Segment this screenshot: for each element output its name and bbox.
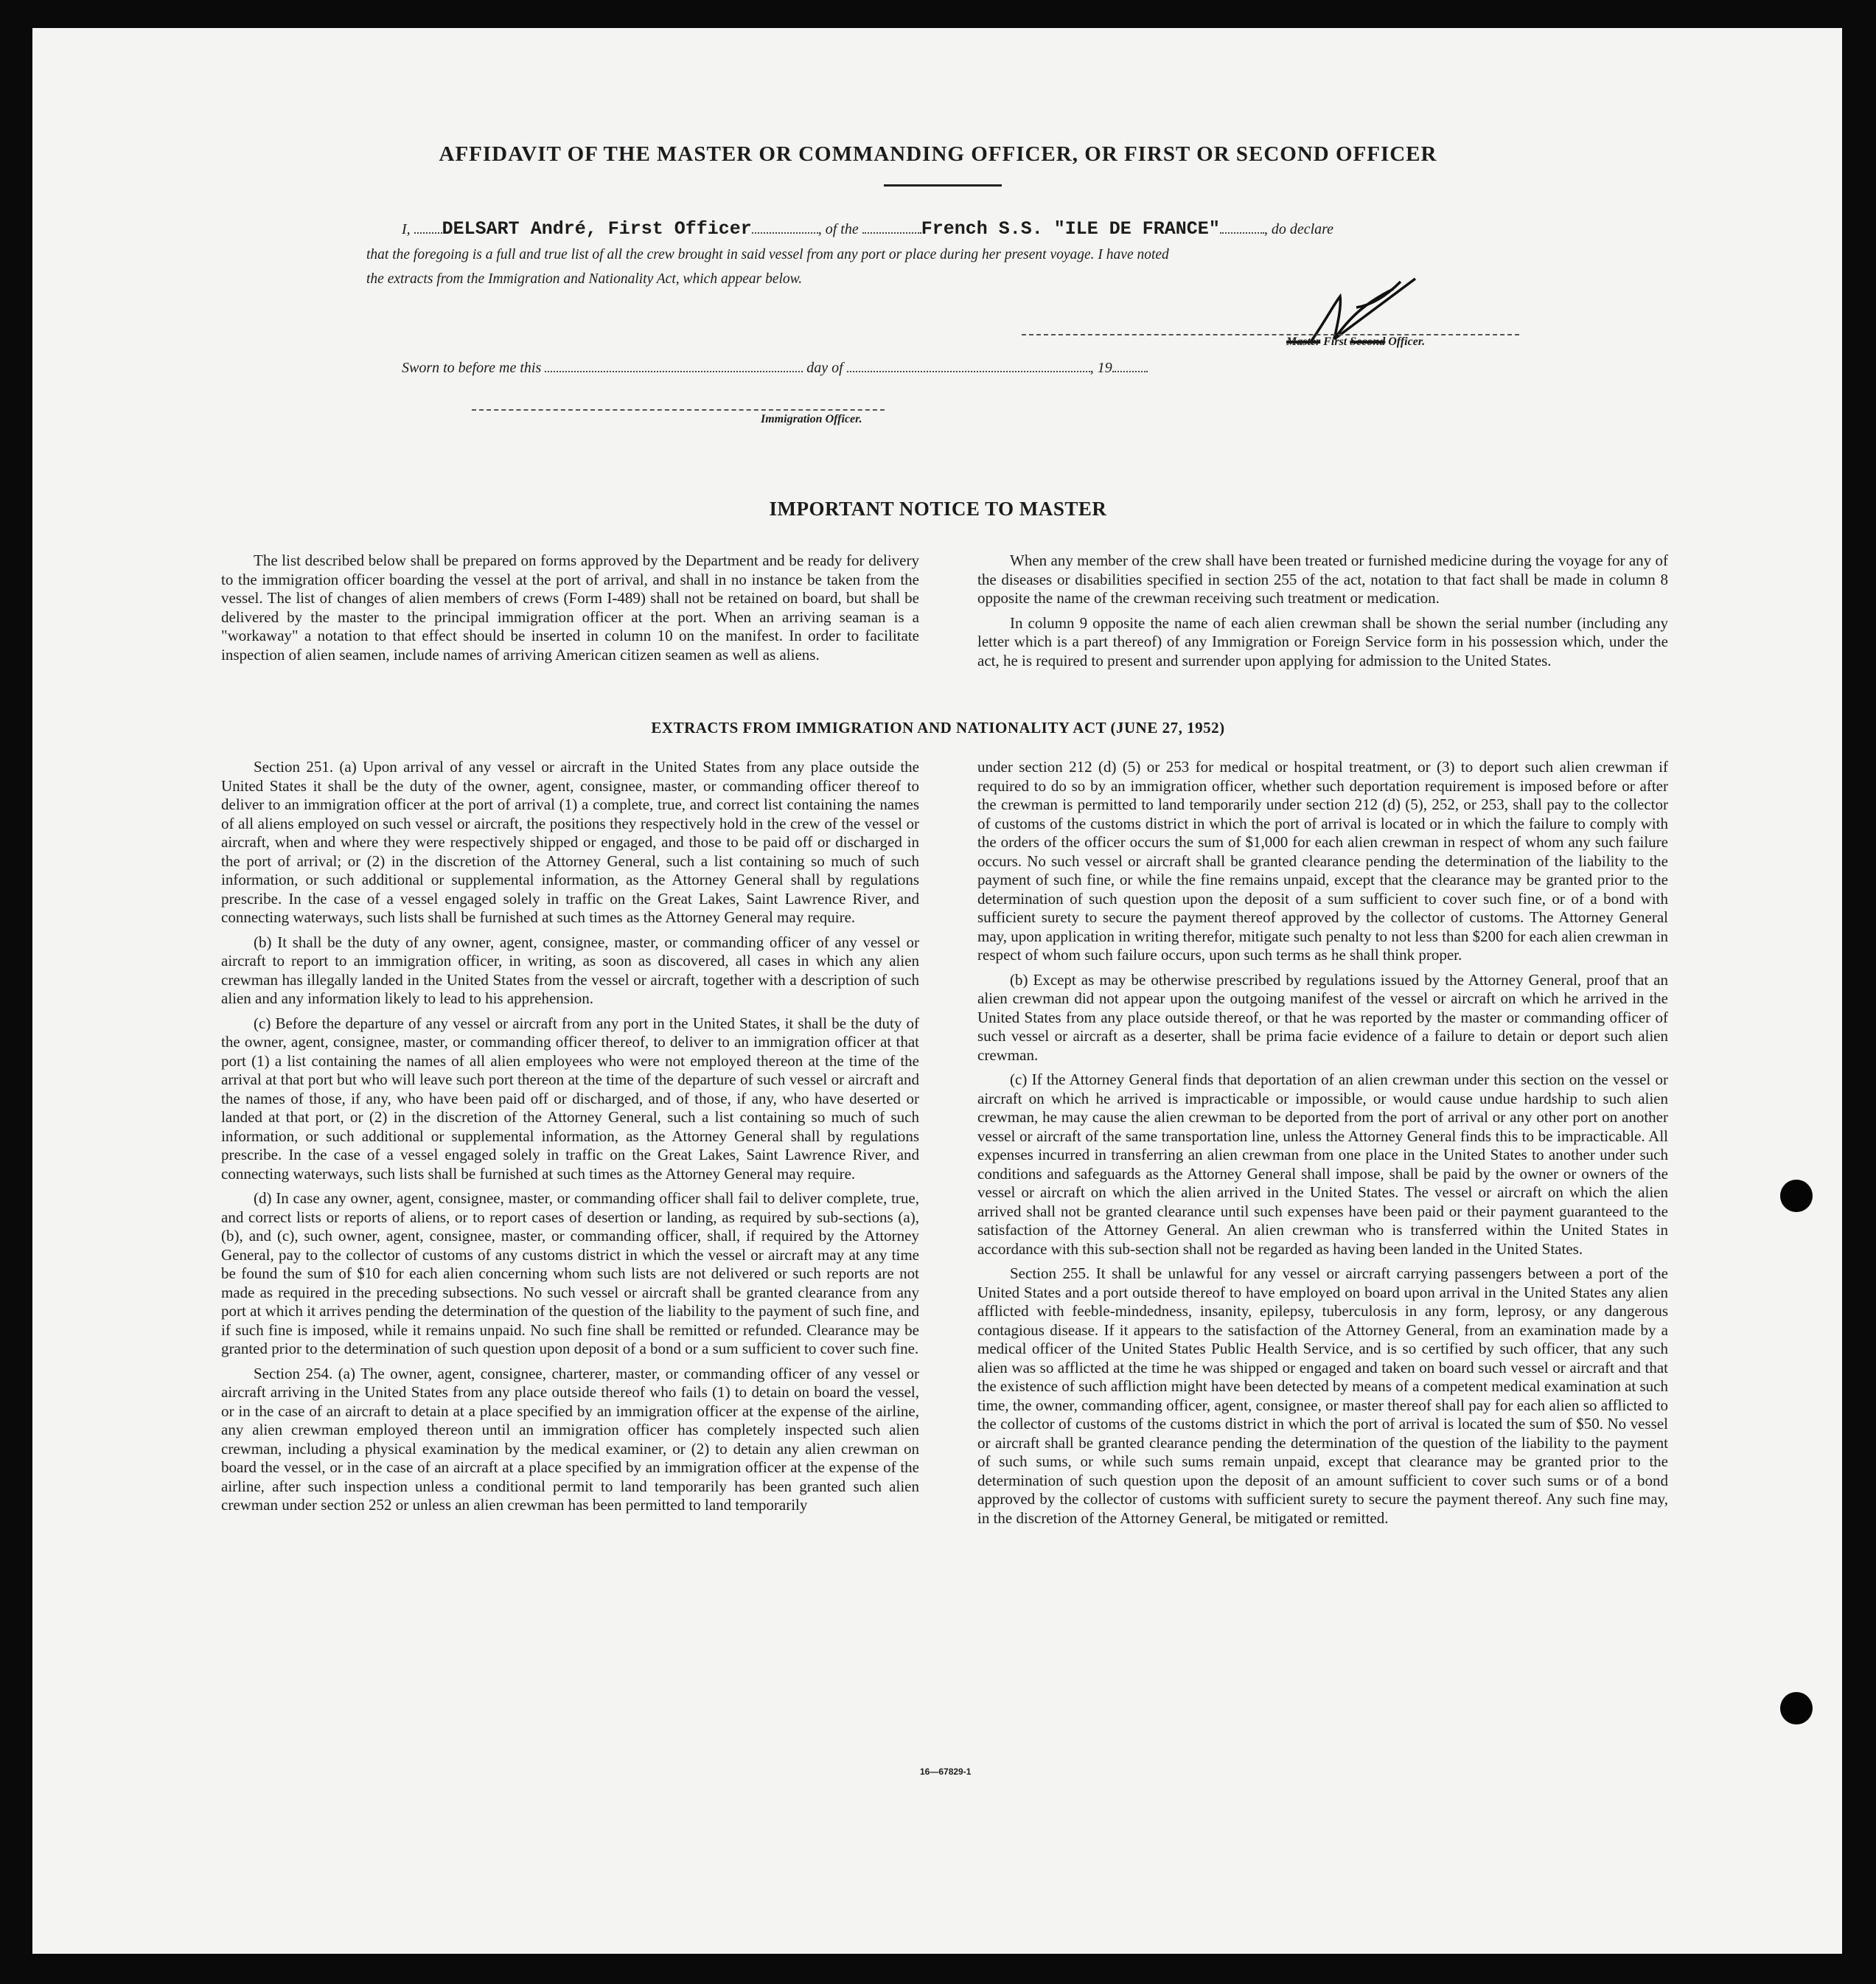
- sworn-month-blank: [847, 371, 1090, 372]
- struck-second: Second: [1350, 335, 1386, 348]
- punch-hole: [1780, 1180, 1813, 1212]
- blank-dots: [862, 232, 921, 234]
- vessel-name-field: French S.S. "ILE DE FRANCE": [921, 218, 1220, 240]
- affidavit-title: AFFIDAVIT OF THE MASTER OR COMMANDING OFFICER, OR FIRST OR SECOND OFFICER: [439, 142, 1437, 166]
- sworn-year-blank: [1112, 371, 1148, 372]
- blank-dots: [414, 232, 442, 234]
- notice-paragraph: In column 9 opposite the name of each alien crewman shall be shown the serial number (including any letter which is a part thereof) of any Immigration or Foreign Service form in his possession which, under the act, he is required to present and surrender upon applying for admission to the United States.: [977, 613, 1668, 669]
- extract-paragraph: (b) Except as may be otherwise prescribed by regulations issued by the Attorney General, proof that an alien crewman did not appear upon the outgoing manifest of the vessel or aircraft on which he arrived in the United States from any place outside thereof, or that he was reported by the master or commanding officer of such vessel or aircraft as a deserter, shall be prima facie evidence of a failure to detain or deport such alien crewman.: [977, 970, 1668, 1064]
- extracts-title: EXTRACTS FROM IMMIGRATION AND NATIONALITY ACT (JUNE 27, 1952): [651, 719, 1225, 737]
- signature-caption: [1286, 335, 1425, 349]
- caption-officer: Officer.: [1385, 335, 1426, 348]
- sworn-day-blank: [545, 371, 803, 372]
- notice-title: IMPORTANT NOTICE TO MASTER: [769, 498, 1107, 520]
- blank-dots: [1220, 232, 1264, 234]
- title-divider: [884, 184, 1002, 187]
- officer-name-field: DELSART André, First Officer: [442, 218, 752, 240]
- immigration-officer-caption: Immigration Officer.: [761, 413, 862, 425]
- notice-paragraph: The list described below shall be prepared on forms approved by the Department and be ready for delivery to the immigration officer boarding the vessel at the port of arrival, and shall in no instance be taken from the vessel. The list of changes of alien members of crews (Form I-489) shall not be retained on board, but shall be delivered by the master to the principal immigration officer at the port. When an arriving seaman is a "workaway" a notation to that effect should be inserted in column 10 on the manifest. In order to facilitate inspection of alien seamen, include names of arriving American citizen seamen as well as aliens.: [221, 551, 919, 664]
- extract-paragraph: (c) Before the departure of any vessel or aircraft from any port in the United States, it shall be the duty of the owner, agent, consignee, master, or commanding officer thereof, to deliver to an immigration officer at that port (1) a list containing the names of all alien employees who were not employed thereon at the time of the arrival at that port but who will leave such port thereon at the time of the departure of such vessel or aircraft and the names of those, if any, who have been paid off or discharged, and of those, if any, who have deserted or landed at that port, or (2) in the discretion of the Attorney General, such a list containing so much of such information, or such additional or supplemental information, as the Attorney General shall by regulations prescribe. In the case of a vessel engaged solely in traffic on the Great Lakes, Saint Lawrence River, and connecting waterways, such lists shall be furnished at such times as the Attorney General may require.: [221, 1014, 919, 1183]
- notice-right-column: [977, 551, 1668, 676]
- declaration-line-3: the extracts from the Immigration and Nationality Act, which appear below.: [366, 271, 803, 287]
- extract-paragraph: Section 254. (a) The owner, agent, consignee, charterer, master, or commanding officer of any vessel or aircraft arriving in the United States from any place outside thereof who fails (1) to detain on board the vessel, or in the case of an aircraft to detain at a place specified by an immigration officer at the expense of the airline, any alien crewman employed thereon until an immigration officer has completely inspected such alien crewman, including a physical examination by the medical examiner, or (2) to detain any alien crewman on board the vessel, or in the case of an aircraft at a place specified by an immigration officer at the expense of the airline, after such inspection unless a conditional permit to land temporarily has been granted such alien crewman under section 252 or unless an alien crewman has been permitted to land temporarily: [221, 1364, 919, 1514]
- notice-left-column: [221, 551, 919, 670]
- struck-master: Master: [1286, 335, 1321, 348]
- declaration-prefix: I,: [402, 221, 411, 237]
- form-number: 16—67829-1: [920, 1767, 972, 1777]
- extract-paragraph: Section 255. It shall be unlawful for any vessel or aircraft carrying passengers between a port of the United States and a port outside thereof to have employed on board upon arrival in the United States any alien afflicted with feeble-mindedness, insanity, epilepsy, tuberculosis in any form, leprosy, or any dangerous contagious disease. If it appears to the satisfaction of the Attorney General, from an examination made by a medical officer of the United States Public Health Service, and is so certified by such officer, that any such alien was so afflicted at the time he was shipped or engaged and taken on board such vessel or aircraft and that the existence of such affliction might have been detected by means of a competent medical examination at such time, the owner, commanding officer, agent, consignee, or master thereof shall pay for each alien so afflicted to the collector of customs of the customs district in which the port of arrival is located the sum of $50. No vessel or aircraft shall be granted clearance pending the determination of the question of the liability to the payment of such sums, or while such sums remain unpaid, except that clearance may be granted prior to the determination of such question upon the deposit of an amount sufficient to cover such sums or of a bond approved by the collector of customs with sufficient surety to secure the payment thereof. Any such fine may, in the discretion of the Attorney General, be mitigated or remitted.: [977, 1264, 1668, 1527]
- do-declare-text: , do declare: [1263, 221, 1334, 237]
- year-text: , 19: [1089, 360, 1112, 376]
- extract-paragraph: under section 212 (d) (5) or 253 for medical or hospital treatment, or (3) to deport such alien crewman if required to do so by an immigration officer, whether such deportation requirement is imposed before or after the crewman is permitted to land temporarily under section 212 (d) (5), 252, or 253, shall pay to the collector of customs of the customs district in which the port of arrival is located or in which the failure to comply with the orders of the officer occurs the sum of $1,000 for each alien crewman in respect of whom any such failure occurs. No such vessel or aircraft shall be granted clearance pending the determination of the liability to the payment of such fine, or while the fine remains unpaid, except that the clearance may be granted prior to the determination of such question upon the deposit of a sum sufficient to cover such fine, or of a bond with sufficient surety to secure the payment thereof approved by the collector of customs. The Attorney General may, upon application in writing therefor, mitigate such penalty to not less than $200 for each alien crewman in respect of whom such failure occurs, upon such terms as he shall think proper.: [977, 758, 1668, 964]
- caption-first: First: [1320, 335, 1350, 348]
- sworn-line: [402, 360, 1148, 377]
- of-the-text: , of the: [817, 221, 859, 237]
- signature-line: [1022, 334, 1519, 335]
- extract-paragraph: (d) In case any owner, agent, consignee, master, or commanding officer shall fail to deliver complete, true, and correct lists or reports of aliens, or to report cases of desertion or landing, as required by sub-sections (a), (b), and (c), such owner, agent, consignee, master, or commanding officer, shall, if required by the Attorney General, pay to the collector of customs of any customs district in which the vessel or aircraft may at any time be found the sum of $10 for each alien concerning whom such lists are not delivered or such reports are not made as required in the preceding subsections. No such vessel or aircraft shall be granted clearance from any port at which it arrives pending the determination of the question of the liability to the payment of such fine, and if such fine is imposed, while it remains unpaid. No such fine shall be remitted or refunded. Clearance may be granted prior to the determination of such question upon deposit of a bond or a sum sufficient to cover such fine.: [221, 1189, 919, 1357]
- day-of-text: day of: [806, 360, 843, 376]
- extract-paragraph: Section 251. (a) Upon arrival of any vessel or aircraft in the United States from any place outside the United States it shall be the duty of the owner, agent, consignee, master, or commanding officer thereof to deliver to an immigration officer at the port of arrival (1) a complete, true, and correct list containing the names of all aliens employed on such vessel or aircraft, the positions they respectively hold in the crew of the vessel or aircraft, when and where they were respectively shipped or engaged, and those to be paid off or discharged in the port of arrival; or (2) in the discretion of the Attorney General, such a list containing so much of such information, or such additional or supplemental information, as the Attorney General shall by regulations prescribe. In the case of a vessel engaged solely in traffic on the Great Lakes, Saint Lawrence River, and connecting waterways, such lists shall be furnished at such times as the Attorney General may require.: [221, 758, 919, 926]
- extract-paragraph: (c) If the Attorney General finds that deportation of an alien crewman under this section on the vessel or aircraft on which he arrived is impracticable or impossible, or would cause undue hardship to such alien crewman, he may cause the alien crewman to be deported from the port of arrival or any other port on another vessel or aircraft of the same transportation line, unless the Attorney General finds this to be impracticable. All expenses incurred in transferring an alien crewman from one place in the United States to another under such conditions and safeguards as the Attorney General shall impose, shall be paid by the owner or owners of the vessel or aircraft on which the alien arrived in the United States. The vessel or aircraft on which the alien arrived shall not be granted clearance until such expenses have been paid or their payment guaranteed to the satisfaction of the Attorney General. An alien crewman who is transferred within the United States in accordance with this sub-section shall not be regarded as having been landed in the United States.: [977, 1071, 1668, 1258]
- declaration-line-2: that the foregoing is a full and true list of all the crew brought in said vessel from any port or place during her present voyage. I have noted: [366, 247, 1169, 262]
- declaration-line-1: [402, 218, 1333, 240]
- extracts-right-column: [977, 758, 1668, 1534]
- immigration-officer-line: [472, 409, 885, 411]
- punch-hole: [1780, 1692, 1813, 1724]
- blank-dots: [752, 232, 818, 234]
- extract-paragraph: (b) It shall be the duty of any owner, agent, consignee, master, or commanding officer of any vessel or aircraft to report to an immigration officer, in writing, as soon as discovered, all cases in which any alien crewman has illegally landed in the United States from the vessel or aircraft, together with a description of such alien and any information likely to lead to his apprehension.: [221, 933, 919, 1007]
- extracts-left-column: [221, 758, 919, 1521]
- sworn-prefix: Sworn to before me this: [402, 360, 542, 376]
- notice-paragraph: When any member of the crew shall have been treated or furnished medicine during the voyage for any of the diseases or disabilities specified in section 255 of the act, notation to that fact shall be made in column 8 opposite the name of the crewman receiving such treatment or medication.: [977, 551, 1668, 607]
